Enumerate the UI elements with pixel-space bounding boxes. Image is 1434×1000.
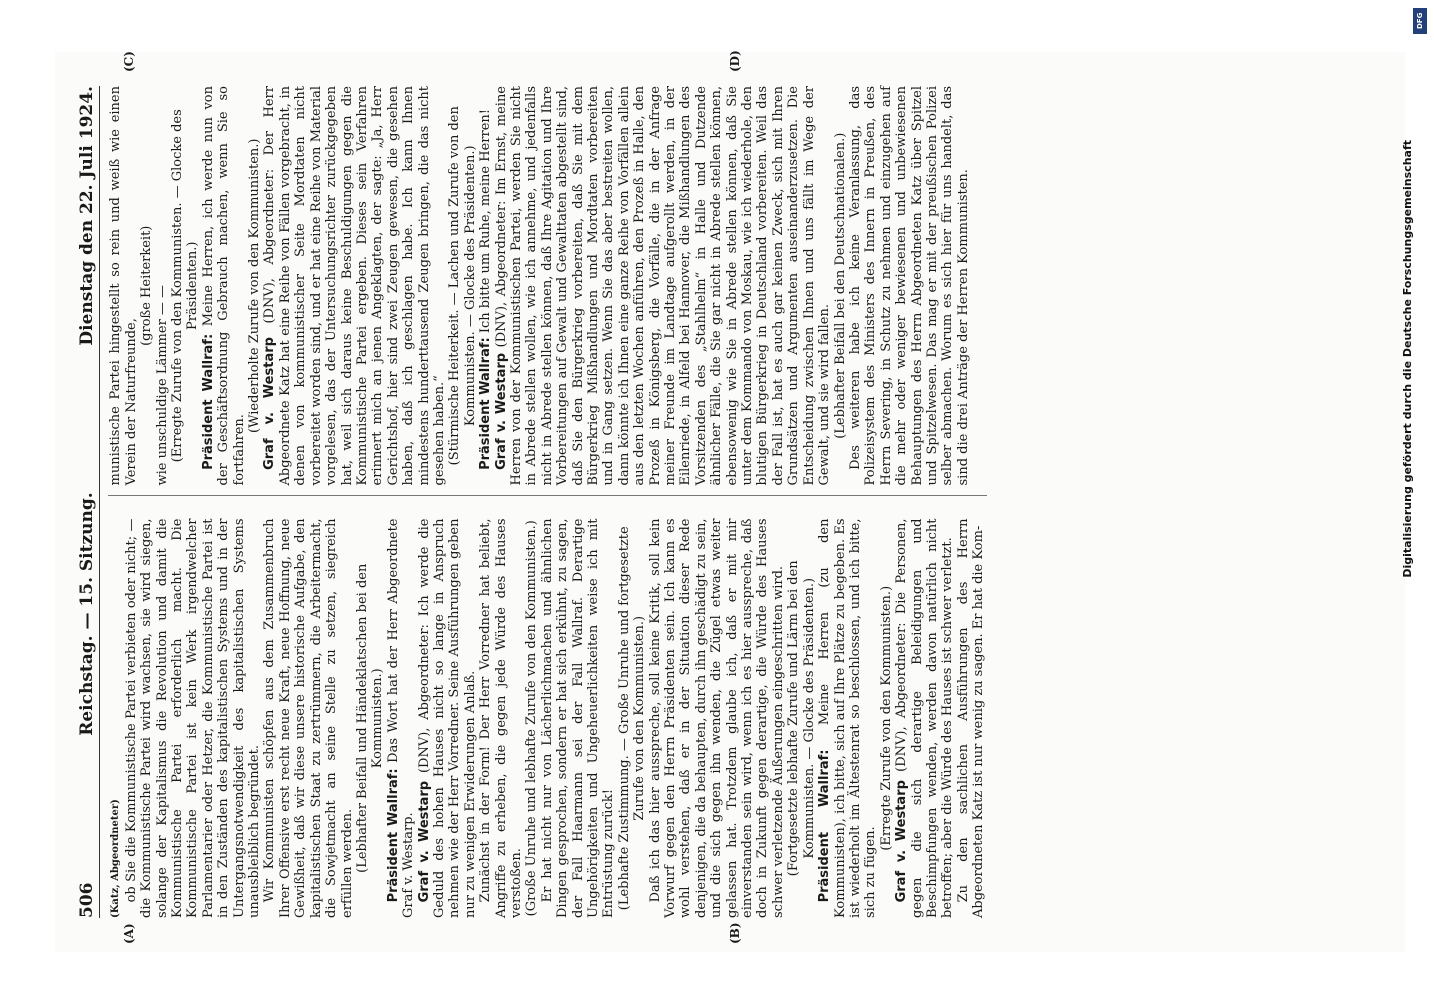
interjection: (Fortgesetzte lebhafte Zurufe und Lärm bei den Kommunisten. — Glocke des Präsidenten.) [786, 560, 817, 877]
speaker-name: Präsident Wallraf: [200, 333, 216, 470]
digitization-strip [1393, 8, 1427, 992]
paragraph: ob Sie die Kommunistische Partei verbieten oder nicht; — die Kommunistische Partei wird wachsen, sie wird siegen, solange der Kapitalismus die Revolution und damit die Kommunistische Partei erforderlich macht. Die Kommunistische Partei ist kein Werk irgendwelcher Parlamentarier oder Hetzer, die Kommunistische Partei ist in den Zuständen des kapitalistischen Systems und in der Untergangsnotwendigkeit des kapitalistischen Systems unausbleiblich begründet. [123, 518, 263, 918]
interjection: (Wiederholte Zurufe von den Kommunisten.) [247, 138, 263, 433]
speaker-name: Graf v. Westarp [416, 780, 432, 903]
speech-paragraph [817, 519, 879, 919]
left-column [108, 519, 986, 919]
speech-paragraph [262, 86, 447, 486]
paragraph: wie unschuldige Lämmer — — [154, 284, 170, 486]
paragraph: Zu den sachlichen Ausführungen des Herrn Abgeordneten Katz ist nur wenig zu sagen. Er hat die Kom- [955, 518, 987, 918]
right-column [108, 86, 986, 497]
speech-text: (DNV), Abgeordneter: Ich werde die Geduld des hohen Hauses nicht so lange in Anspruch nehmen wie der Herr Vorredner. Seine Ausführungen geben nur zu wenigen Erwiderungen Anlaß. [416, 518, 478, 918]
speech-text: Das Wort hat der Herr Abgeordnete Graf v. Westarp. [385, 518, 417, 918]
speech-text: (DNV), Abgeordneter: Die Personen, gegen die sich derartige Beleidigungen und Beschimpfungen wenden, werden davon natürlich nicht betroffen; aber die Würde des Hauses ist schwer verletzt. [894, 518, 956, 918]
paragraph: Des weiteren habe ich keine Veranlassung, das Polizeisystem des Ministers des Innern in Preußen, des Herrn Severing, in Schutz zu nehmen und einzugehen auf die mehr oder weniger bewiesenen und unbewiesenen Behauptungen des Herrn Abgeordneten Katz über Spitzel und Spitzelwesen. Das mag er mit der preußischen Polizei selber abmachen. Worum es sich hier für uns handelt, das sind die drei Anträge der Herren Kommunisten. [847, 86, 971, 486]
speech-text: (DNV), Abgeordneter: Der Herr Abgeordnete Katz hat eine Reihe von Fällen vorgebracht, in denen von kommunistischer Seite Mordtaten nicht vorbereitet worden sind, und er hat eine Reihe von Material vorgelesen, das der Untersuchungsrichter zurückgegeben hat, weil sich daraus keine Beschuldigungen gegen die Kommunistische Partei ergeben. Dieses sein Verfahren erinnert mich an jenen Angeklagten, der sagte: „Ja, Herr Gerichtshof, hier sind zwei Zeugen gewesen, die gesehen haben, daß ich geschlagen habe. Ich kann Ihnen mindestens hunderttausend Zeugen bringen, die das nicht gesehen haben.“ [262, 86, 447, 486]
interjection: (Lebhafter Beifall bei den Deutschnationalen.) [832, 132, 848, 439]
interjection: (Stürmische Heiterkeit. — Lachen und Zurufe von den Kommunisten. — Glocke des Präsidenten.) [447, 106, 478, 466]
paragraph: Er hat nicht nur von Lächerlichmachen und ähnlichen Dingen gesprochen, sondern er hat sich erkühnt, zu sagen, der Fall Haarmann sei der Fall Wallraf. Derartige Ungehörigkeiten und Ungeheuerlichkeiten weise ich mit Entrüstung zurück! [539, 518, 617, 918]
speaker-name: Präsident Wallraf: [385, 768, 401, 903]
speaker-name: Präsident Wallraf: [817, 749, 833, 903]
speech-paragraph [201, 86, 247, 486]
dfg-logo: DFG [1413, 8, 1427, 34]
interjection: (Erregte Zurufe von den Kommunisten. — Glocke des Präsidenten.) [170, 109, 201, 463]
speech-paragraph [478, 86, 493, 486]
interjection: (Lebhafter Beifall und Händeklatschen bei den Kommunisten.) [354, 563, 386, 873]
page-number: 506 [77, 882, 97, 918]
speaker-name: Graf v. Westarp [493, 352, 509, 470]
margin-mark-b: (B) [728, 922, 743, 944]
speech-paragraph [386, 519, 417, 919]
session-date: Dienstag den 22. Juli 1924. [77, 86, 97, 346]
paragraph: Daß ich das hier ausspreche, soll keine Kritik, soll kein Vorwurf gegen den Herrn Präsidenten sein. Ich kann es wohl verstehen, daß er in der Situation dieser Rede denjenigen, die da behaupten, durch ihn geschädigt zu sein, und die sich gegen ihn wenden, die Zügel etwas weiter gelassen hat. Trotzdem glaube ich, daß er mit mir einverstanden sein wird, wenn ich es hier ausspreche, daß doch in Zukunft gegen derartige, die Würde des Hauses schwer verletzende Äußerungen eingeschritten wird. [647, 518, 786, 918]
margin-mark-a: (A) [122, 923, 137, 944]
interjection: (Erregte Zurufe von den Kommunisten.) [878, 585, 894, 851]
speech-paragraph [494, 86, 833, 486]
paragraph: Wir Kommunisten schöpfen aus dem Zusammenbruch Ihrer Offensive erst recht neue Kraft, neue Hoffnung, neue Gewißheit, daß wir diese unsere historische Aufgabe, den kapitalistischen Staat zu zertrümmern, die Arbeitermacht, die Sowjetmacht an seine Stelle zu setzen, siegreich erfüllen werden. [262, 518, 355, 918]
speech-text: Meine Herren (zu den Kommunisten), ich bitte, sich auf Ihre Plätze zu begeben. Es ist wiederholt im Ältestenrat so beschlossen, und ich bitte, sich zu fügen. [817, 518, 879, 918]
paragraph: munistische Partei hingestellt so rein und weiß wie einen Verein der Naturfreunde, [108, 86, 139, 486]
continued-speaker-note: (Katz, Abgeordneter) [110, 799, 122, 918]
speech-paragraph [894, 519, 956, 919]
speaker-name: Graf v. Westarp [262, 337, 278, 470]
rotated-document-page [77, 50, 1380, 952]
interjection: (Große Unruhe und lebhafte Zurufe von den Kommunisten.) [524, 520, 540, 917]
paragraph: Zunächst in der Form! Der Herr Vorredner hat beliebt, Angriffe zu erheben, die gegen jede Würde des Hauses verstoßen. [478, 518, 524, 918]
interjection: (große Heiterkeit) [139, 225, 155, 346]
session-title: Reichstag. — 15. Sitzung. [77, 492, 97, 736]
scanned-page [55, 52, 1405, 952]
speaker-name: Präsident Wallraf: [478, 337, 494, 470]
speech-text: (DNV), Abgeordneter: Im Ernst, meine Herren von der Kommunistischen Partei, werden Sie nicht in Abrede stellen wollen, wie ich annehme, und jedenfalls nicht in Abrede stellen können, daß Ihre Agitation und Ihre Vorbereitungen auf Gewalt und Gewalttaten abgestellt sind, daß Sie den Bürgerkrieg vorbereiten, daß Sie mit dem Bürgerkrieg Mißhandlungen und Mordtaten vorbereiten und in Gang setzen. Wenn Sie das aber bestreiten wollen, dann könnte ich Ihnen eine ganze Reihe von Vorfällen allein aus den letzten Wochen anführen, den Prozeß in Halle, den Prozeß in Königsberg, die Vorfälle, die in der Anfrage meiner Freunde im Landtage aufgerollt werden, in der Eilenriede, in Alfeld bei Hannover, die Mißhandlungen des Vorsitzenden des „Stahlhelm“ in Halle und Dutzende ähnlicher Fälle, die Sie gar nicht in Abrede stellen können, ebensowenig wie Sie in Abrede stellen können, daß Sie unter dem Kommando von Moskau, wie ich wiederhole, den blutigen Bürgerkrieg in Deutschland vorbereiten. Weil das der Fall ist, hat es auch gar keinen Zweck, sich mit Ihren Grundsätzen und Argumenten auseinanderzusetzen. Die Entscheidung zwischen Ihnen und uns fällt im Wege der Gewalt, und sie wird fallen. [493, 85, 833, 486]
margin-mark-d: (D) [728, 50, 743, 72]
interjection: (Lebhafte Zustimmung. — Große Unruhe und fortgesetzte Zurufe von den Kommunisten.) [616, 526, 648, 911]
page-header [77, 86, 100, 918]
digitization-note: Digitalisierung gefördert durch die Deutsche Forschungsgemeinschaft [1401, 140, 1414, 578]
speech-text: Ich bitte um Ruhe, meine Herren! [478, 109, 494, 334]
speech-text: Meine Herren, ich werde nun von der Geschäftsordnung Gebrauch machen, wenn Sie so fortfahren. [200, 86, 247, 486]
margin-mark-c: (C) [122, 51, 137, 72]
text-columns [108, 50, 987, 944]
speaker-name: Graf v. Westarp [894, 780, 910, 903]
speech-paragraph [417, 519, 479, 919]
